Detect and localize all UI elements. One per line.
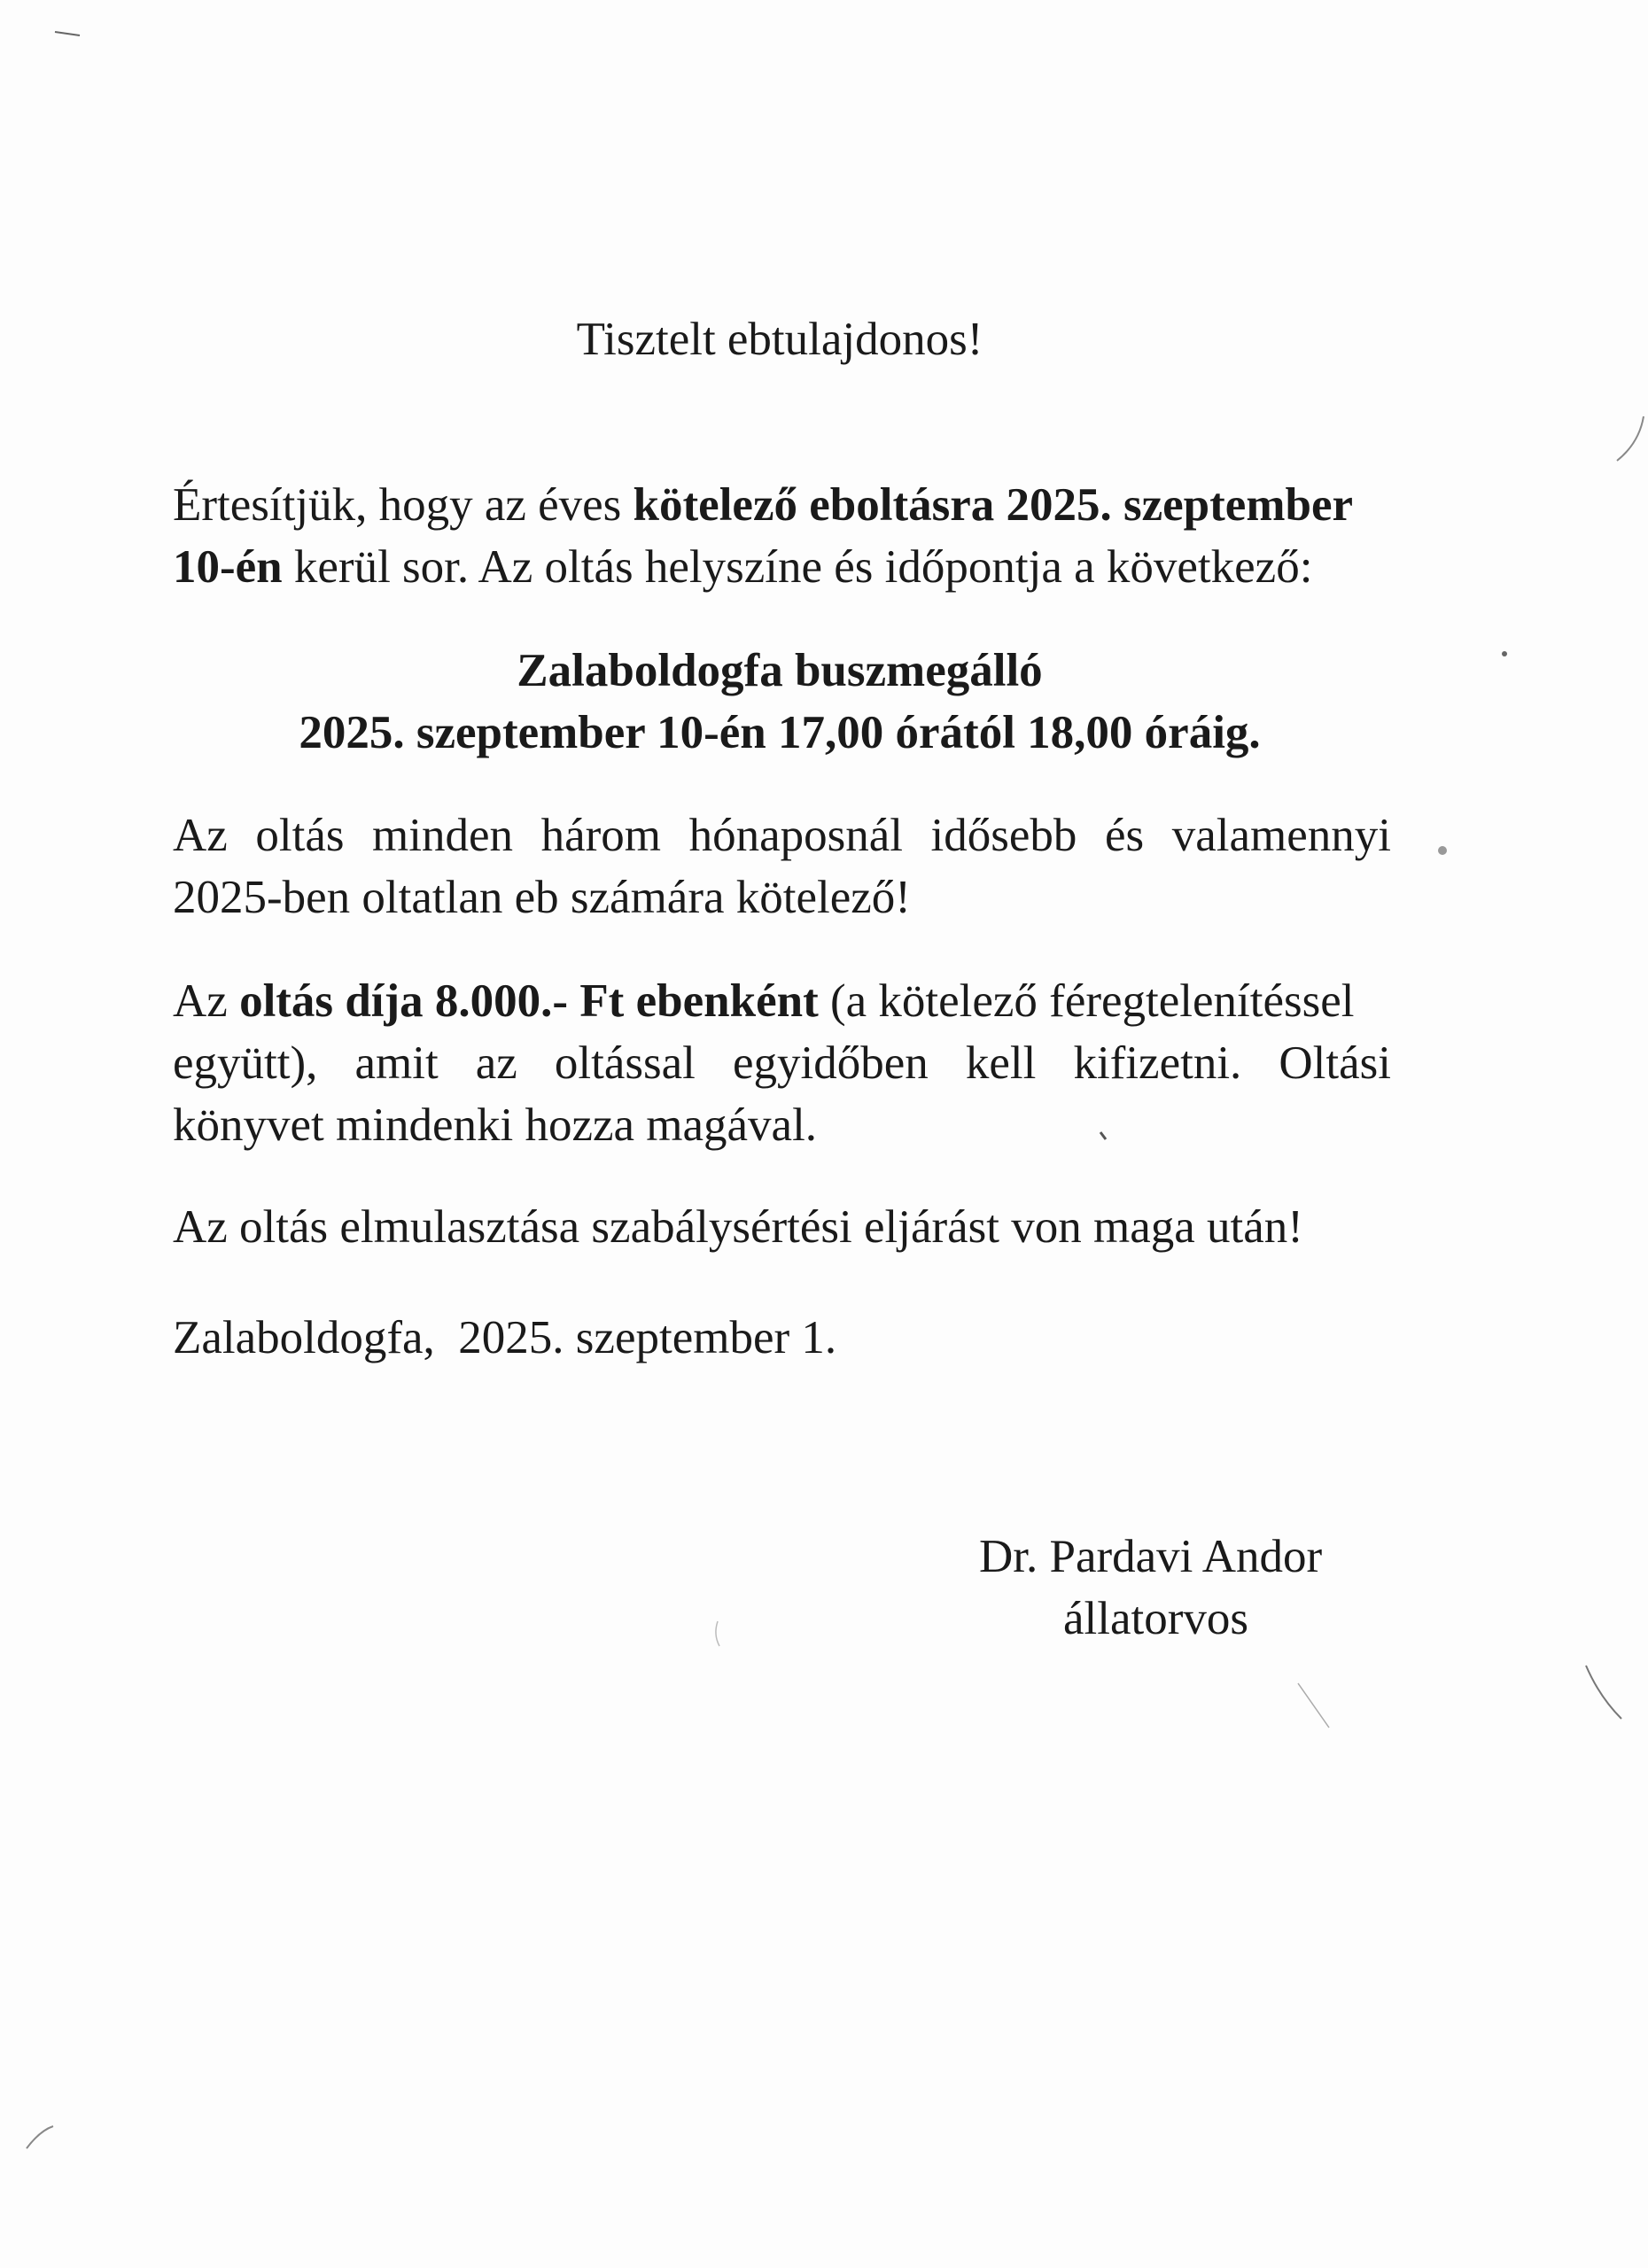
- time-line: 2025. szeptember 10-én 17,00 órától 18,00 óráig.: [299, 707, 1261, 758]
- requirement-line-2: 2025-ben oltatlan eb számára kötelező!: [173, 872, 911, 923]
- fee-text-a: Az: [173, 975, 240, 1027]
- fee-text-c: (a kötelező féregtelenítéssel: [818, 975, 1355, 1027]
- fee-emphasis: oltás díja 8.000.- Ft ebenként: [239, 975, 819, 1027]
- place-date: Zalaboldogfa, 2025. szeptember 1.: [173, 1312, 837, 1363]
- intro-text: Értesítjük, hogy az éves: [173, 479, 634, 531]
- fee-line-3: könyvet mindenki hozza magával.: [173, 1099, 818, 1151]
- warning-line: Az oltás elmulasztása szabálysértési eljárást von maga után!: [173, 1201, 1303, 1253]
- fee-line-2: együtt), amit az oltással egyidőben kell kifizetni. Oltási: [173, 1037, 1391, 1089]
- salutation: Tisztelt ebtulajdonos!: [576, 314, 983, 365]
- signature-title: állatorvos: [1063, 1593, 1248, 1644]
- intro-emphasis: kötelező eboltásra 2025. szeptember: [633, 479, 1353, 531]
- requirement-line-1: Az oltás minden három hónaposnál idősebb és valamennyi: [173, 810, 1391, 861]
- location-line: Zalaboldogfa buszmegálló: [517, 645, 1043, 696]
- signature-name: Dr. Pardavi Andor: [979, 1531, 1323, 1582]
- intro-text-2: kerül sor. Az oltás helyszíne és időpontja a következő:: [282, 541, 1313, 593]
- intro-date-emphasis: 10-én: [173, 541, 283, 593]
